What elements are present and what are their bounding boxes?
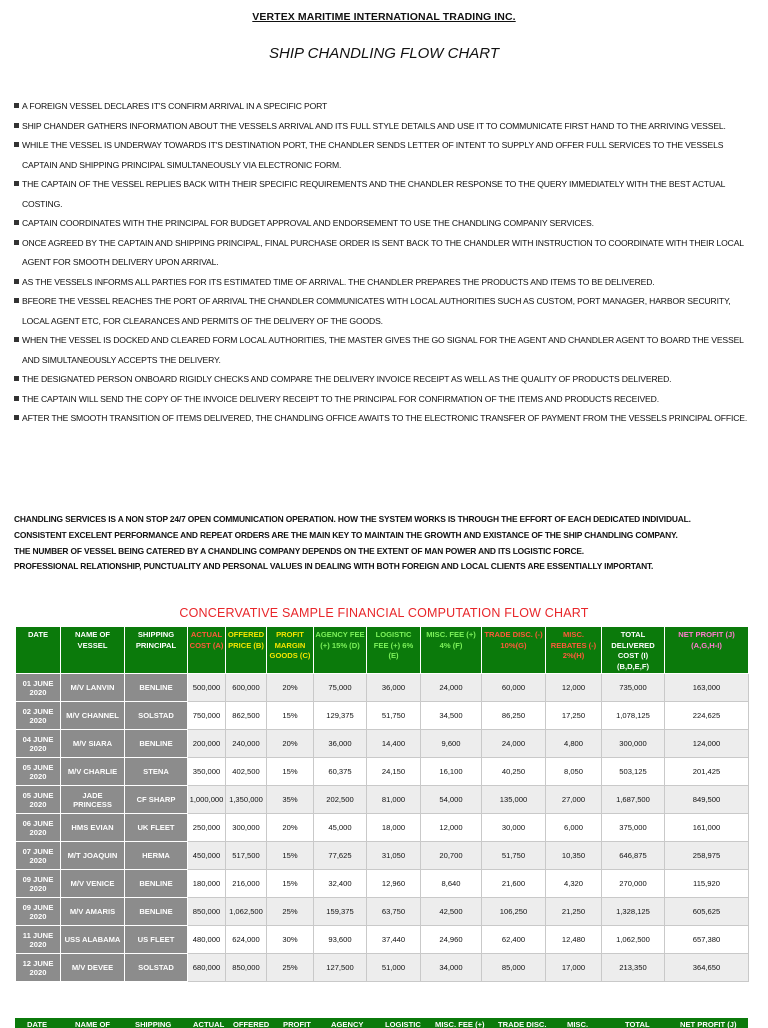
table-cell: JADE PRINCESS [61, 786, 125, 814]
process-step-text: A FOREIGN VESSEL DECLARES IT'S CONFIRM ARRIVAL IN A SPECIFIC PORT [22, 101, 328, 111]
table-cell: 1,687,500 [602, 786, 665, 814]
second-table-column-header: MISC. [567, 1020, 589, 1028]
column-header: SHIPPING PRINCIPAL [125, 627, 188, 674]
table-cell: 07 JUNE 2020 [16, 842, 61, 870]
table-cell: 05 JUNE 2020 [16, 786, 61, 814]
process-step-text: WHEN THE VESSEL IS DOCKED AND CLEARED FORM LOCAL AUTHORITIES, THE MASTER GIVES THE GO SIGNAL FOR THE AGENT AND CHANDLER AGENT TO BOARD THE VESSEL AND SIMULTANEOUSLY ACCEPTS THE DELIVERY. [22, 335, 744, 365]
table-cell: 20% [267, 730, 314, 758]
table-cell: 180,000 [188, 870, 226, 898]
table-cell: 54,000 [421, 786, 482, 814]
table-cell: 1,062,500 [602, 926, 665, 954]
table-cell: 77,625 [314, 842, 367, 870]
process-step-text: THE CAPTAIN WILL SEND THE COPY OF THE INVOICE DELIVERY RECEIPT TO THE PRINCIPAL FOR CONFIRMATION OF THE ITEMS AND PRODUCTS RECEIVED. [22, 393, 659, 404]
square-bullet-icon [14, 123, 19, 128]
table-cell: 1,000,000 [188, 786, 226, 814]
table-cell: 124,000 [665, 730, 749, 758]
column-header: AGENCY FEE (+) 15% (D) [314, 627, 367, 674]
column-header: TRADE DISC. (-) 10%(G) [482, 627, 546, 674]
second-table-column-header: MISC. FEE (+) [435, 1020, 485, 1028]
table-cell: 1,328,125 [602, 898, 665, 926]
table-cell: 81,000 [367, 786, 421, 814]
services-note: PROFESSIONAL RELATIONSHIP, PUNCTUALITY AND PERSONAL VALUES IN DEALING WITH BOTH FOREIGN AND LOCAL CLIENTS ARE ESSENTIALLY IMPORTANT. [14, 561, 654, 572]
table-row [16, 814, 749, 842]
square-bullet-icon [14, 396, 19, 401]
table-cell: 300,000 [226, 814, 267, 842]
table-cell: 4,320 [546, 870, 602, 898]
table-cell: 680,000 [188, 954, 226, 982]
table-cell: 75,000 [314, 674, 367, 702]
table-cell: 36,000 [367, 674, 421, 702]
table-cell: 10,350 [546, 842, 602, 870]
table-cell: 12 JUNE 2020 [16, 954, 61, 982]
table-cell: 04 JUNE 2020 [16, 730, 61, 758]
services-note: CONSISTENT EXCELENT PERFORMANCE AND REPEAT ORDERS ARE THE MAIN KEY TO MAINTAIN THE GROWTH AND EXISTANCE OF THE SHIP CHANDLING COMPANY. [14, 529, 678, 540]
table-cell: CF SHARP [125, 786, 188, 814]
table-cell: BENLINE [125, 870, 188, 898]
table-cell: HMS EVIAN [61, 814, 125, 842]
process-step [14, 214, 758, 234]
process-step-text: CAPTAIN COORDINATES WITH THE PRINCIPAL FOR BUDGET APPROVAL AND ENDORSEMENT TO USE THE CHANDLING COMPANIY SERVICES. [22, 218, 594, 228]
process-step [14, 136, 758, 175]
table-cell: 4,800 [546, 730, 602, 758]
table-cell: 05 JUNE 2020 [16, 758, 61, 786]
process-step [14, 117, 758, 137]
table-row [16, 758, 749, 786]
second-table-column-header: NAME OF [75, 1020, 111, 1028]
table-cell: 20,700 [421, 842, 482, 870]
chandling-services-notes [14, 512, 758, 575]
square-bullet-icon [14, 279, 19, 284]
table-cell: 11 JUNE 2020 [16, 926, 61, 954]
column-header: ACTUAL COST (A) [188, 627, 226, 674]
table-cell: SOLSTAD [125, 702, 188, 730]
table-cell: 45,000 [314, 814, 367, 842]
column-header: NAME OF VESSEL [61, 627, 125, 674]
table-cell: 159,375 [314, 898, 367, 926]
square-bullet-icon [14, 376, 19, 381]
column-header: DATE [16, 627, 61, 674]
table-cell: 657,380 [665, 926, 749, 954]
table-cell: 127,500 [314, 954, 367, 982]
table-cell: 135,000 [482, 786, 546, 814]
second-table-column-header: AGENCY [331, 1020, 364, 1028]
table-cell: 24,000 [482, 730, 546, 758]
table-cell: 16,100 [421, 758, 482, 786]
table-cell: 300,000 [602, 730, 665, 758]
process-step-text: AFTER THE SMOOTH TRANSITION OF ITEMS DELIVERED, THE CHANDLING OFFICE AWAITS TO THE ELECTRONIC TRANSFER OF PAYMENT FROM THE VESSELS PRINCIPAL OFFICE. [22, 413, 748, 423]
financial-computation-table [15, 626, 749, 982]
table-cell: HERMA [125, 842, 188, 870]
table-cell: 21,600 [482, 870, 546, 898]
column-header: MISC. REBATES (-) 2%(H) [546, 627, 602, 674]
process-step-text: ONCE AGREED BY THE CAPTAIN AND SHIPPING PRINCIPAL, FINAL PURCHASE ORDER IS SENT BACK TO THE CHANDLER WITH INSTRUCTION TO COORDINATE WITH THEIR LOCAL AGENT FOR SMOOTH DELIVERY UPON ARRIVAL. [22, 237, 744, 267]
table-cell: 9,600 [421, 730, 482, 758]
table-cell: 240,000 [226, 730, 267, 758]
table-cell: 350,000 [188, 758, 226, 786]
square-bullet-icon [14, 415, 19, 420]
services-note: CHANDLING SERVICES IS A NON STOP 24/7 OPEN COMMUNICATION OPERATION. HOW THE SYSTEM WORKS IS THROUGH THE EFFORT OF EACH DEDICATED INDIVIDUAL. [14, 514, 691, 524]
table-cell: 15% [267, 842, 314, 870]
column-header: LOGISTIC FEE (+) 6% (E) [367, 627, 421, 674]
column-header: TOTAL DELIVERED COST (I) (B,D,E,F) [602, 627, 665, 674]
table-cell: 213,350 [602, 954, 665, 982]
table-cell: 32,400 [314, 870, 367, 898]
table-cell: 270,000 [602, 870, 665, 898]
table-cell: 402,500 [226, 758, 267, 786]
table-header-row [16, 627, 749, 674]
table-cell: 600,000 [226, 674, 267, 702]
table-cell: 202,500 [314, 786, 367, 814]
table-cell: 200,000 [188, 730, 226, 758]
table-cell: 15% [267, 758, 314, 786]
table-cell: 216,000 [226, 870, 267, 898]
table-cell: M/V VENICE [61, 870, 125, 898]
table-cell: 1,078,125 [602, 702, 665, 730]
table-cell: US FLEET [125, 926, 188, 954]
table-cell: SOLSTAD [125, 954, 188, 982]
table-cell: 93,600 [314, 926, 367, 954]
table-row [16, 870, 749, 898]
table-cell: 6,000 [546, 814, 602, 842]
table-cell: 106,250 [482, 898, 546, 926]
table-cell: 51,750 [367, 702, 421, 730]
table-row [16, 898, 749, 926]
second-table-column-header: LOGISTIC [385, 1020, 421, 1028]
process-step-text: THE CAPTAIN OF THE VESSEL REPLIES BACK WITH THEIR SPECIFIC REQUIREMENTS AND THE CHANDLER RESPONSE TO THE QUERY IMMEDIATELY WITH THE BEST ACTUAL COSTING. [22, 179, 725, 209]
table-cell: 34,000 [421, 954, 482, 982]
second-table-column-header: TOTAL [625, 1020, 650, 1028]
table-cell: 09 JUNE 2020 [16, 898, 61, 926]
table-row [16, 786, 749, 814]
process-step [14, 331, 758, 370]
table-cell: 34,500 [421, 702, 482, 730]
square-bullet-icon [14, 181, 19, 186]
second-table-column-header: DATE [27, 1020, 48, 1028]
table-cell: M/V CHARLIE [61, 758, 125, 786]
table-cell: 1,350,000 [226, 786, 267, 814]
table-cell: 60,375 [314, 758, 367, 786]
second-table-header-strip [15, 1018, 748, 1028]
table-cell: 161,000 [665, 814, 749, 842]
table-cell: 201,425 [665, 758, 749, 786]
table-cell: 09 JUNE 2020 [16, 870, 61, 898]
table-cell: 115,920 [665, 870, 749, 898]
table-cell: 624,000 [226, 926, 267, 954]
services-note: THE NUMBER OF VESSEL BEING CATERED BY A CHANDLING COMPANY DEPENDS ON THE EXTENT OF MAN POWER AND ITS LOGISTIC FORCE. [14, 545, 584, 556]
table-cell: BENLINE [125, 898, 188, 926]
table-cell: M/T JOAQUIN [61, 842, 125, 870]
table-cell: 02 JUNE 2020 [16, 702, 61, 730]
process-step [14, 370, 758, 390]
table-row [16, 702, 749, 730]
table-cell: 364,650 [665, 954, 749, 982]
table-cell: 63,750 [367, 898, 421, 926]
table-cell: 850,000 [188, 898, 226, 926]
table-row [16, 926, 749, 954]
table-cell: 42,500 [421, 898, 482, 926]
table-cell: 51,750 [482, 842, 546, 870]
document-title: SHIP CHANDLING FLOW CHART [268, 45, 500, 62]
table-cell: UK FLEET [125, 814, 188, 842]
table-cell: 163,000 [665, 674, 749, 702]
table-cell: 224,625 [665, 702, 749, 730]
table-cell: M/V SIARA [61, 730, 125, 758]
table-cell: 517,500 [226, 842, 267, 870]
table-cell: 605,625 [665, 898, 749, 926]
table-cell: 31,050 [367, 842, 421, 870]
table-cell: 06 JUNE 2020 [16, 814, 61, 842]
table-cell: 17,000 [546, 954, 602, 982]
process-step [14, 175, 758, 214]
table-cell: 750,000 [188, 702, 226, 730]
square-bullet-icon [14, 337, 19, 342]
second-table-column-header: ACTUAL [193, 1020, 225, 1028]
table-row [16, 954, 749, 982]
table-cell: 500,000 [188, 674, 226, 702]
column-header: OFFERED PRICE (B) [226, 627, 267, 674]
square-bullet-icon [14, 103, 19, 108]
company-name: VERTEX MARITIME INTERNATIONAL TRADING INC. [252, 11, 516, 23]
process-step-text: AS THE VESSELS INFORMS ALL PARTIES FOR ITS ESTIMATED TIME OF ARRIVAL. THE CHANDLER PREPARES THE PRODUCTS AND ITEMS TO BE DELIVERED. [22, 276, 655, 287]
table-cell: 8,640 [421, 870, 482, 898]
financial-table-title: CONCERVATIVE SAMPLE FINANCIAL COMPUTATION FLOW CHART [179, 606, 589, 620]
table-cell: 480,000 [188, 926, 226, 954]
table-cell: 24,960 [421, 926, 482, 954]
table-cell: 450,000 [188, 842, 226, 870]
table-cell: M/V DEVEE [61, 954, 125, 982]
table-cell: 85,000 [482, 954, 546, 982]
table-cell: 8,050 [546, 758, 602, 786]
table-cell: 86,250 [482, 702, 546, 730]
table-cell: STENA [125, 758, 188, 786]
second-table-column-header: OFFERED [233, 1020, 270, 1028]
table-cell: 18,000 [367, 814, 421, 842]
process-step [14, 390, 758, 410]
table-cell: 250,000 [188, 814, 226, 842]
table-cell: 37,440 [367, 926, 421, 954]
second-table-column-header: NET PROFIT (J) [680, 1020, 737, 1028]
square-bullet-icon [14, 298, 19, 303]
table-cell: M/V CHANNEL [61, 702, 125, 730]
table-cell: 15% [267, 870, 314, 898]
table-cell: 60,000 [482, 674, 546, 702]
table-cell: 24,000 [421, 674, 482, 702]
table-cell: 21,250 [546, 898, 602, 926]
table-cell: 503,125 [602, 758, 665, 786]
table-cell: M/V LANVIN [61, 674, 125, 702]
table-cell: 735,000 [602, 674, 665, 702]
column-header: MISC. FEE (+) 4% (F) [421, 627, 482, 674]
table-cell: 14,400 [367, 730, 421, 758]
table-cell: 12,000 [546, 674, 602, 702]
table-cell: 1,062,500 [226, 898, 267, 926]
process-step [14, 97, 758, 117]
table-cell: 62,400 [482, 926, 546, 954]
table-cell: M/V AMARIS [61, 898, 125, 926]
table-cell: 862,500 [226, 702, 267, 730]
process-step-text: THE DESIGNATED PERSON ONBOARD RIGIDLY CHECKS AND COMPARE THE DELIVERY INVOICE RECEIPT AS WELL AS THE QUALITY OF PRODUCTS DELIVERED. [22, 374, 672, 384]
table-cell: 01 JUNE 2020 [16, 674, 61, 702]
table-cell: 375,000 [602, 814, 665, 842]
process-step [14, 292, 758, 331]
table-cell: BENLINE [125, 730, 188, 758]
table-cell: 15% [267, 702, 314, 730]
table-cell: 646,875 [602, 842, 665, 870]
process-step [14, 273, 758, 293]
table-cell: 36,000 [314, 730, 367, 758]
square-bullet-icon [14, 240, 19, 245]
table-row [16, 730, 749, 758]
table-cell: 258,975 [665, 842, 749, 870]
table-cell: 24,150 [367, 758, 421, 786]
table-cell: 25% [267, 954, 314, 982]
table-cell: 51,000 [367, 954, 421, 982]
table-cell: USS ALABAMA [61, 926, 125, 954]
second-table-column-header: SHIPPING [135, 1020, 172, 1028]
column-header: PROFIT MARGIN GOODS (C) [267, 627, 314, 674]
table-cell: 30% [267, 926, 314, 954]
process-steps-list [14, 97, 758, 429]
table-cell: 27,000 [546, 786, 602, 814]
table-cell: 849,500 [665, 786, 749, 814]
process-step-text: BFEORE THE VESSEL REACHES THE PORT OF ARRIVAL THE CHANDLER COMMUNICATES WITH LOCAL AUTHORITIES SUCH AS CUSTOM, PORT MANAGER, HARBOR SECURITY, LOCAL AGENT ETC, FOR CLEARANCES AND PERMITS OF THE DELIVERY OF THE GOODS. [22, 296, 731, 326]
table-cell: 12,000 [421, 814, 482, 842]
table-cell: BENLINE [125, 674, 188, 702]
table-cell: 850,000 [226, 954, 267, 982]
table-cell: 35% [267, 786, 314, 814]
table-cell: 40,250 [482, 758, 546, 786]
table-cell: 17,250 [546, 702, 602, 730]
table-cell: 12,960 [367, 870, 421, 898]
table-cell: 30,000 [482, 814, 546, 842]
square-bullet-icon [14, 220, 19, 225]
column-header: NET PROFIT (J) (A,G,H-I) [665, 627, 749, 674]
process-step-text: WHILE THE VESSEL IS UNDERWAY TOWARDS IT'S DESTINATION PORT, THE CHANDLER SENDS LETTER OF INTENT TO SUPPLY AND OFFER FULL SERVICES TO THE VESSELS CAPTAIN AND SHIPPING PRINCIPAL SIMULTANEOUSLY VIA ELECTRONIC FORM. [22, 140, 724, 170]
table-cell: 20% [267, 674, 314, 702]
process-step [14, 409, 758, 429]
process-step-text: SHIP CHANDER GATHERS INFORMATION ABOUT THE VESSELS ARRIVAL AND ITS FULL STYLE DETAILS AND USE IT TO COMMUNICATE FIRST HAND TO THE ARRIVING VESSEL. [22, 120, 726, 131]
second-table-column-header: PROFIT [283, 1020, 311, 1028]
second-table-column-header: TRADE DISC. [498, 1020, 547, 1028]
square-bullet-icon [14, 142, 19, 147]
table-row [16, 674, 749, 702]
process-step [14, 234, 758, 273]
table-cell: 20% [267, 814, 314, 842]
table-cell: 25% [267, 898, 314, 926]
table-cell: 129,375 [314, 702, 367, 730]
table-row [16, 842, 749, 870]
table-cell: 12,480 [546, 926, 602, 954]
